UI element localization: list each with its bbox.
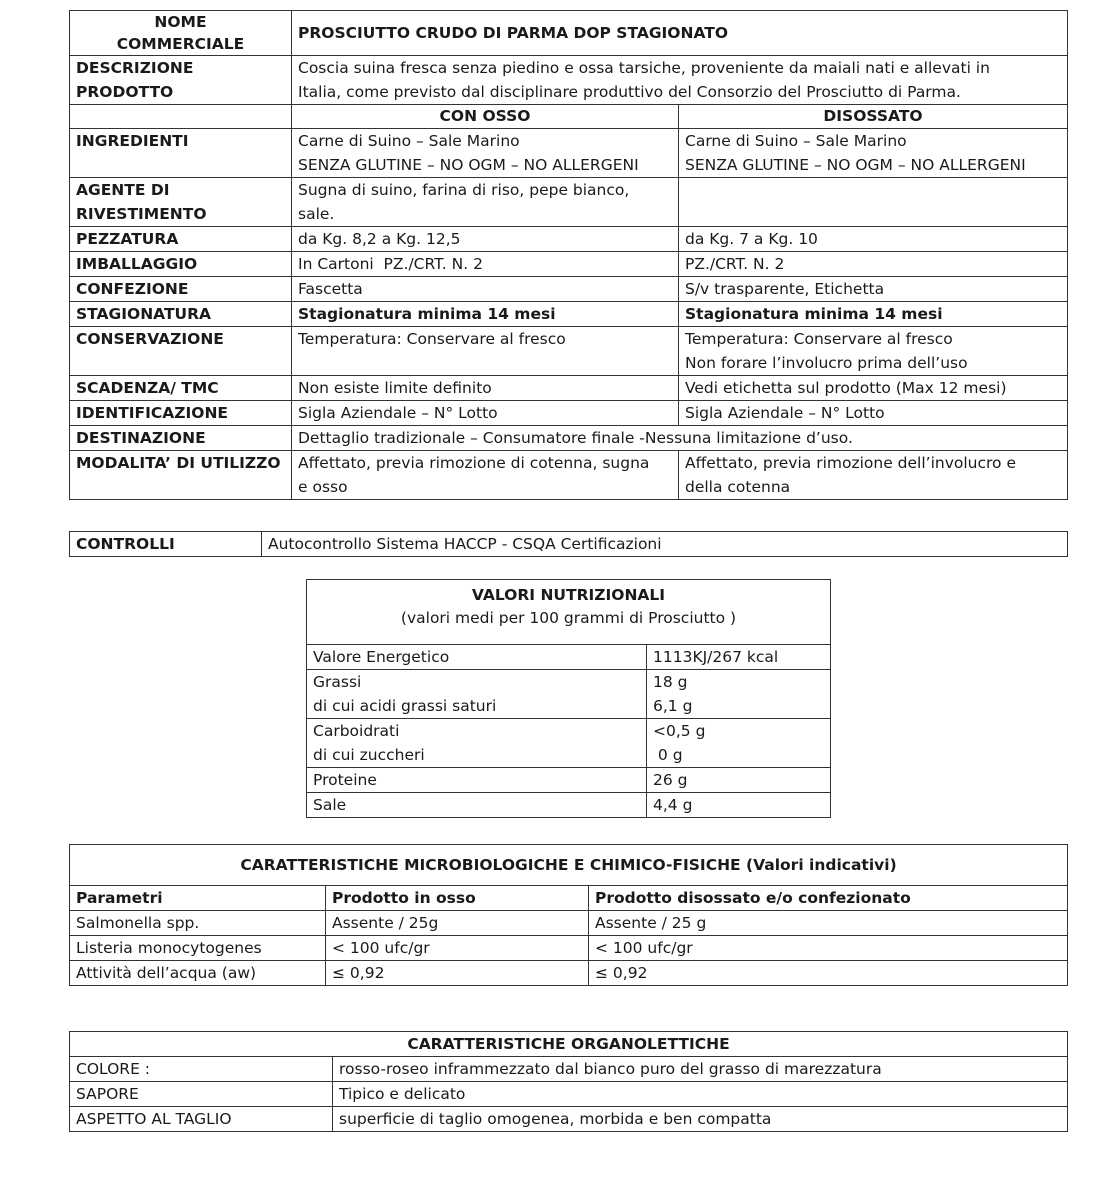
- spec-row-destination: [70, 426, 1068, 451]
- micro-value-disossato: < 100 ufc/gr: [589, 936, 1068, 961]
- description-value: Coscia suina fresca senza piedino e ossa tarsiche, proveniente da maiali nati e allevati in Italia, come previsto dal disciplinare produttivo del Consorzio del Prosciutto di Parma.: [292, 56, 1068, 105]
- spec-row-disossato: Stagionatura minima 14 mesi: [679, 302, 1068, 327]
- spec-row-con-osso: Non esiste limite definito: [292, 376, 679, 401]
- nutrition-row: [307, 793, 831, 818]
- micro-header-disossato: Prodotto disossato e/o confezionato: [589, 886, 1068, 911]
- controls-value: Autocontrollo Sistema HACCP - CSQA Certificazioni: [262, 532, 1068, 557]
- micro-row: [70, 961, 1068, 986]
- spec-row-name: [70, 11, 1068, 56]
- destination-value: Dettaglio tradizionale – Consumatore finale -Nessuna limitazione d’uso.: [292, 426, 1068, 451]
- nutrition-header: [307, 580, 831, 645]
- usage-disossato: Affettato, previa rimozione dell’involucro e della cotenna: [679, 451, 1068, 500]
- micro-parameter: Listeria monocytogenes: [70, 936, 326, 961]
- nutrient-value: <0,5 g 0 g: [647, 719, 831, 768]
- micro-header-parametri: Parametri: [70, 886, 326, 911]
- spec-row-disossato: da Kg. 7 a Kg. 10: [679, 227, 1068, 252]
- spec-row-label: INGREDIENTI: [70, 129, 292, 178]
- spec-row-con-osso: Sugna di suino, farina di riso, pepe bianco, sale.: [292, 178, 679, 227]
- organo-row: [70, 1057, 1068, 1082]
- spec-row-label: STAGIONATURA: [70, 302, 292, 327]
- spec-row-usage: [70, 451, 1068, 500]
- micro-row: [70, 936, 1068, 961]
- nutrition-header-row: [307, 580, 831, 645]
- spec-row: [70, 302, 1068, 327]
- micro-parameter: Salmonella spp.: [70, 911, 326, 936]
- nutrition-subtitle: (valori medi per 100 grammi di Prosciutto ): [400, 609, 737, 627]
- usage-label: MODALITA’ DI UTILIZZO: [70, 451, 292, 500]
- spec-row-disossato: Temperatura: Conservare al fresco Non forare l’involucro prima dell’uso: [679, 327, 1068, 376]
- spec-row-con-osso: Sigla Aziendale – N° Lotto: [292, 401, 679, 426]
- nutrient-name: Carboidrati di cui zuccheri: [307, 719, 647, 768]
- spec-row: [70, 178, 1068, 227]
- spec-row-con-osso: In Cartoni PZ./CRT. N. 2: [292, 252, 679, 277]
- micro-header-row: [70, 886, 1068, 911]
- spec-row-label: SCADENZA/ TMC: [70, 376, 292, 401]
- spec-row-label: CONFEZIONE: [70, 277, 292, 302]
- micro-header-in-osso: Prodotto in osso: [326, 886, 589, 911]
- nutrition-table: [306, 579, 831, 818]
- organo-label: COLORE :: [70, 1057, 333, 1082]
- micro-value-in-osso: ≤ 0,92: [326, 961, 589, 986]
- spec-row: [70, 401, 1068, 426]
- organoleptic-table: [69, 1031, 1068, 1132]
- controls-label: CONTROLLI: [70, 532, 262, 557]
- spec-row-description: [70, 56, 1068, 105]
- nutrient-name: Valore Energetico: [307, 645, 647, 670]
- spec-column-headers: [70, 105, 1068, 129]
- description-label: DESCRIZIONE PRODOTTO: [70, 56, 292, 105]
- controls-table: [69, 531, 1068, 557]
- micro-value-in-osso: < 100 ufc/gr: [326, 936, 589, 961]
- nutrient-name: Grassi di cui acidi grassi saturi: [307, 670, 647, 719]
- nutrient-value: 4,4 g: [647, 793, 831, 818]
- nutrient-name: Sale: [307, 793, 647, 818]
- organo-value: superficie di taglio omogenea, morbida e ben compatta: [333, 1107, 1068, 1132]
- spec-row-con-osso: Fascetta: [292, 277, 679, 302]
- spec-row-label: CONSERVAZIONE: [70, 327, 292, 376]
- spec-row-label: IDENTIFICAZIONE: [70, 401, 292, 426]
- organo-title: CARATTERISTICHE ORGANOLETTICHE: [70, 1032, 1068, 1057]
- micro-value-in-osso: Assente / 25g: [326, 911, 589, 936]
- spec-row-disossato: Carne di Suino – Sale Marino SENZA GLUTINE – NO OGM – NO ALLERGENI: [679, 129, 1068, 178]
- micro-parameter: Attività dell’acqua (aw): [70, 961, 326, 986]
- spec-row-disossato: [679, 178, 1068, 227]
- spec-row-label: PEZZATURA: [70, 227, 292, 252]
- organo-title-row: [70, 1032, 1068, 1057]
- controls-row: [70, 532, 1068, 557]
- product-spec-table: [69, 10, 1068, 500]
- organo-value: Tipico e delicato: [333, 1082, 1068, 1107]
- spec-row: [70, 252, 1068, 277]
- spec-row-label: AGENTE DI RIVESTIMENTO: [70, 178, 292, 227]
- microbiological-table: [69, 844, 1068, 986]
- usage-con-osso: Affettato, previa rimozione di cotenna, sugna e osso: [292, 451, 679, 500]
- header-disossato: DISOSSATO: [679, 105, 1068, 129]
- spec-row-con-osso: da Kg. 8,2 a Kg. 12,5: [292, 227, 679, 252]
- header-con-osso: CON OSSO: [292, 105, 679, 129]
- nutrition-row: [307, 670, 831, 719]
- spec-row-label: IMBALLAGGIO: [70, 252, 292, 277]
- organo-row: [70, 1082, 1068, 1107]
- header-empty-cell: [70, 105, 292, 129]
- organo-value: rosso-roseo inframmezzato dal bianco puro del grasso di marezzatura: [333, 1057, 1068, 1082]
- spec-row-disossato: Vedi etichetta sul prodotto (Max 12 mesi): [679, 376, 1068, 401]
- spec-row: [70, 327, 1068, 376]
- micro-value-disossato: ≤ 0,92: [589, 961, 1068, 986]
- organo-label: SAPORE: [70, 1082, 333, 1107]
- spec-row-disossato: Sigla Aziendale – N° Lotto: [679, 401, 1068, 426]
- spec-row-con-osso: Carne di Suino – Sale Marino SENZA GLUTINE – NO OGM – NO ALLERGENI: [292, 129, 679, 178]
- nutrition-row: [307, 645, 831, 670]
- spec-row: [70, 277, 1068, 302]
- spec-row-disossato: S/v trasparente, Etichetta: [679, 277, 1068, 302]
- micro-value-disossato: Assente / 25 g: [589, 911, 1068, 936]
- spec-row: [70, 376, 1068, 401]
- micro-title: CARATTERISTICHE MICROBIOLOGICHE E CHIMICO-FISICHE (Valori indicativi): [70, 845, 1068, 886]
- nutrient-value: 1113KJ/267 kcal: [647, 645, 831, 670]
- organo-label: ASPETTO AL TAGLIO: [70, 1107, 333, 1132]
- spec-row-con-osso: Temperatura: Conservare al fresco: [292, 327, 679, 376]
- nutrition-title: VALORI NUTRIZIONALI: [471, 586, 666, 604]
- micro-row: [70, 911, 1068, 936]
- name-value: PROSCIUTTO CRUDO DI PARMA DOP STAGIONATO: [292, 11, 1068, 56]
- spec-row: [70, 129, 1068, 178]
- organo-row: [70, 1107, 1068, 1132]
- nutrient-name: Proteine: [307, 768, 647, 793]
- nutrition-row: [307, 719, 831, 768]
- nutrient-value: 18 g 6,1 g: [647, 670, 831, 719]
- spec-row-disossato: PZ./CRT. N. 2: [679, 252, 1068, 277]
- name-label: NOME COMMERCIALE: [70, 11, 292, 56]
- destination-label: DESTINAZIONE: [70, 426, 292, 451]
- nutrition-row: [307, 768, 831, 793]
- spec-row: [70, 227, 1068, 252]
- nutrient-value: 26 g: [647, 768, 831, 793]
- micro-title-row: [70, 845, 1068, 886]
- spec-row-con-osso: Stagionatura minima 14 mesi: [292, 302, 679, 327]
